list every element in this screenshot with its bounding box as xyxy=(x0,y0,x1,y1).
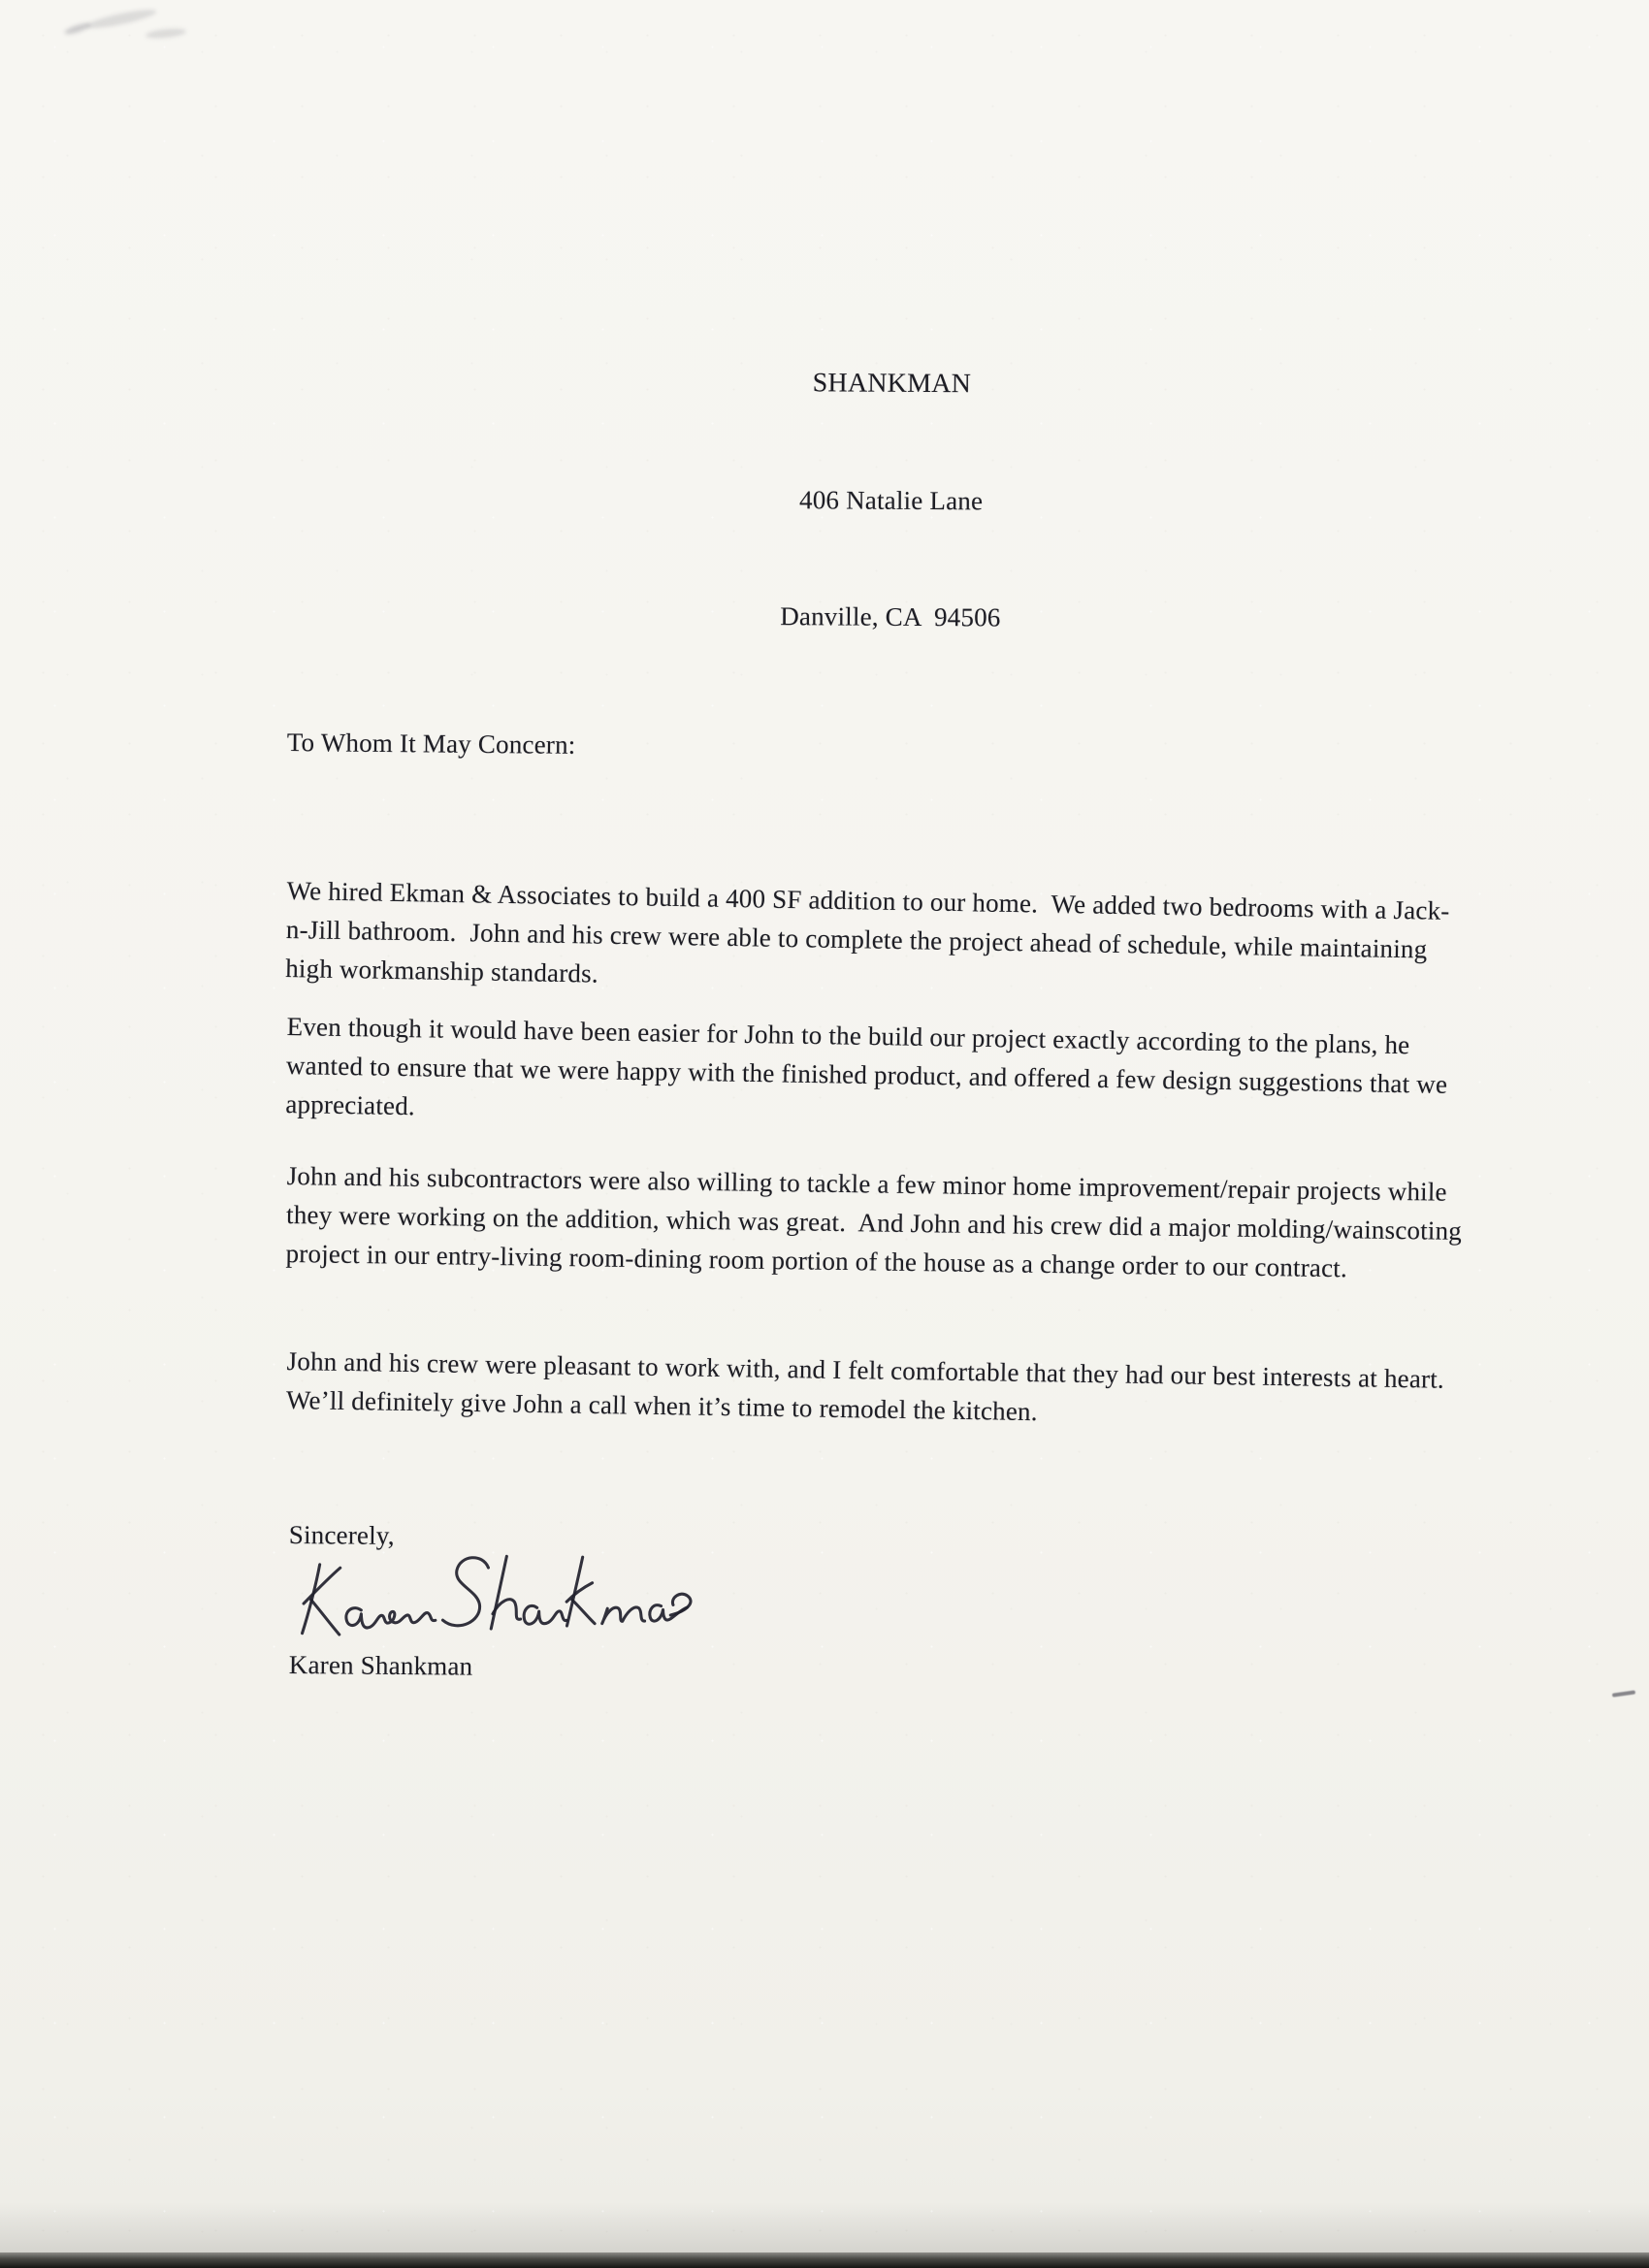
stray-pen-mark xyxy=(1612,1690,1635,1697)
paragraph-1: We hired Ekman & Associates to build a 400 SF addition to our home. We added two bedrooms with a Jack-n-Jill bathroom. John and his crew were able to complete the project ahead of schedule, while maintaining high workmanship standards. xyxy=(284,875,1450,988)
scan-smudge xyxy=(64,21,92,36)
paragraph-3: John and his subcontractors were also willing to tackle a few minor home improvement/repair projects while they were working on the addition, which was great. And John and his crew did a major molding/wainscoting project in our entry-living room-dining room portion of the house as a change order to our contract. xyxy=(285,1160,1470,1283)
salutation: To Whom It May Concern: xyxy=(286,727,576,760)
scan-bottom-shadow xyxy=(0,2202,1649,2252)
typed-signature-name: Karen Shankman xyxy=(288,1649,473,1681)
paragraph-2: Even though it would have been easier for John to the build our project exactly according to the plans, he wanted to ensure that we were happy with the finished product, and offered a few design suggestions that we appreciated. xyxy=(285,1011,1455,1121)
letterhead-name: SHANKMAN xyxy=(812,368,972,400)
scan-bottom-edge xyxy=(0,2252,1649,2268)
letterhead xyxy=(288,283,1494,718)
letterhead-address-line1: 406 Natalie Lane xyxy=(798,485,984,516)
paragraph-4: John and his crew were pleasant to work with, and I felt comfortable that they had our best interests at heart. We’ll definitely give John a call when it’s time to remodel the kitchen. xyxy=(285,1345,1458,1427)
scan-smudge xyxy=(146,27,187,40)
closing-sincerely: Sincerely, xyxy=(288,1519,395,1550)
letterhead-address-line2: Danville, CA 94506 xyxy=(780,601,1001,632)
handwritten-signature xyxy=(283,1544,701,1657)
scan-smudge xyxy=(85,6,158,31)
signature-strokes xyxy=(283,1544,701,1652)
